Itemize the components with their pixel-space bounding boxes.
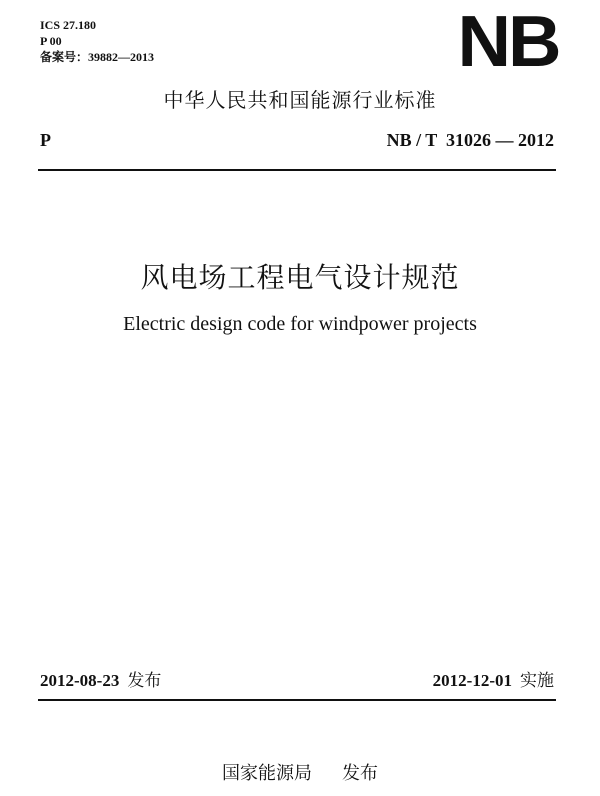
issuer-name: 国家能源局 xyxy=(222,763,312,784)
issue-date-line xyxy=(40,666,161,691)
document-title-chinese: 风电场工程电气设计规范 xyxy=(140,261,460,294)
issue-date: 2012-08-23 xyxy=(40,671,120,690)
ics-code: ICS 27.180 xyxy=(40,18,97,32)
document-title-english: Electric design code for windpower projects xyxy=(123,313,477,335)
classification-block xyxy=(40,17,154,65)
implementation-date: 2012-12-01 xyxy=(432,671,512,690)
nb-logo: NB xyxy=(457,2,559,82)
org-standard-title: 中华人民共和国能源行业标准 xyxy=(163,88,437,112)
implementation-date-line xyxy=(433,666,554,691)
record-number: 备案号：39882—2013 xyxy=(40,50,155,64)
issue-label: 发布 xyxy=(127,671,162,691)
issuer-line xyxy=(0,759,600,785)
bottom-divider xyxy=(38,699,556,701)
standard-number: NB / T 31026 — 2012 xyxy=(386,130,554,150)
ccs-code: P 00 xyxy=(40,34,62,48)
issuer-label: 发布 xyxy=(342,763,378,784)
category-code: P xyxy=(40,130,51,150)
top-divider xyxy=(38,169,556,171)
implementation-label: 实施 xyxy=(520,671,554,691)
